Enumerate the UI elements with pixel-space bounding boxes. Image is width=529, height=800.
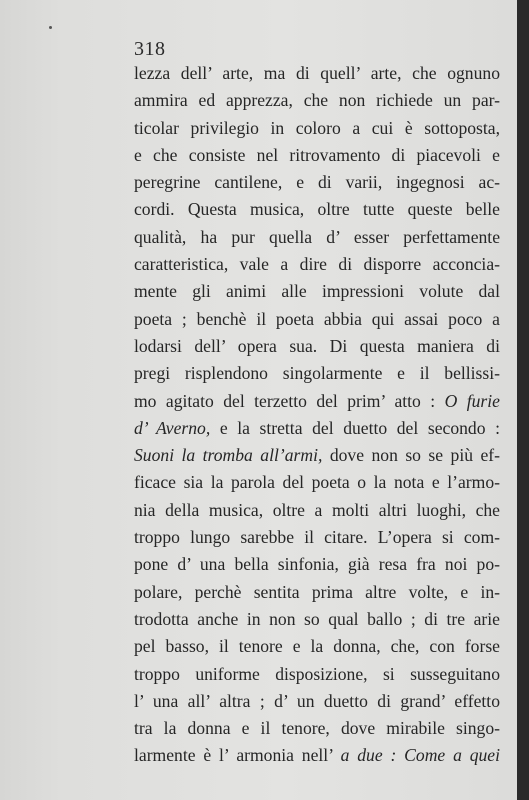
- text-run: lezza dell’ arte, ma di quell’ arte, che ognuno: [134, 63, 500, 83]
- text-line: [134, 142, 500, 169]
- text-run: mente gli animi alle impressioni volute dal: [134, 281, 500, 302]
- text-line: [134, 251, 500, 278]
- text-run: trodotta anche in non so qual ballo ; di tre arie: [134, 608, 500, 629]
- text-run: l’ una all’ altra ; d’ un duetto di grand’ effetto: [134, 690, 500, 711]
- text-line: [134, 278, 500, 305]
- text-line: [134, 169, 500, 196]
- text-run: ficace sia la parola del poeta o la nota e l’armo-: [134, 472, 500, 493]
- text-line: [134, 224, 500, 251]
- text-run: ticolar privilegio in coloro a cui è sottoposta,: [134, 117, 500, 138]
- text-line: [134, 60, 500, 87]
- text-line: [134, 688, 500, 715]
- text-run: mo agitato del terzetto del prim’ atto :: [134, 390, 445, 411]
- text-line: [134, 415, 500, 442]
- text-run: nia della musica, oltre a molti altri luoghi, che: [134, 499, 500, 520]
- body-text: [134, 60, 500, 770]
- text-line: [134, 633, 500, 660]
- text-line: [134, 551, 500, 578]
- text-run: e che consiste nel ritrovamento di piacevoli e: [134, 144, 500, 165]
- text-line: [134, 742, 500, 769]
- text-run: troppo uniforme disposizione, si susseguitano: [134, 663, 500, 684]
- text-line: [134, 579, 500, 606]
- text-run: e la stretta del duetto del secondo :: [210, 417, 500, 438]
- text-line: [134, 115, 500, 142]
- text-run: ammira ed apprezza, che non richiede un par-: [134, 90, 500, 111]
- page-edge-shadow: [517, 0, 529, 800]
- text-line: [134, 661, 500, 688]
- italic-text: a due : Come a quei: [340, 745, 500, 766]
- text-line: [134, 306, 500, 333]
- ink-speck: [49, 26, 52, 29]
- text-line: [134, 442, 500, 469]
- text-run: poeta ; benchè il poeta abbia qui assai poco a: [134, 308, 500, 329]
- text-line: [134, 469, 500, 496]
- text-run: pone d’ una bella sinfonia, già resa fra noi po-: [134, 554, 500, 575]
- text-run: qualità, ha pur quella d’ esser perfettamente: [134, 226, 500, 247]
- text-run: cordi. Questa musica, oltre tutte queste belle: [134, 199, 500, 220]
- italic-text: d’ Averno,: [134, 417, 211, 438]
- text-run: troppo lungo sarebbe il citare. L’opera si com-: [134, 527, 500, 548]
- text-run: peregrine cantilene, e di varii, ingegnosi ac-: [134, 172, 500, 193]
- text-run: dove non so se più ef-: [322, 445, 500, 466]
- text-run: caratteristica, vale a dire di disporre acconcia-: [134, 254, 500, 275]
- text-line: [134, 497, 500, 524]
- italic-text: Suoni la tromba all’armi,: [134, 445, 323, 466]
- text-line: [134, 606, 500, 633]
- italic-text: O furie: [444, 390, 500, 411]
- text-line: [134, 333, 500, 360]
- text-line: [134, 524, 500, 551]
- text-line: [134, 196, 500, 223]
- text-line: [134, 715, 500, 742]
- page-number: 318: [134, 38, 166, 60]
- text-run: lodarsi dell’ opera sua. Di questa maniera di: [134, 335, 500, 356]
- text-line: [134, 87, 500, 114]
- text-run: pel basso, il tenore e la donna, che, con forse: [134, 636, 500, 657]
- text-run: tra la donna e il tenore, dove mirabile singo-: [134, 718, 500, 739]
- text-line: [134, 388, 500, 415]
- text-line: [134, 360, 500, 387]
- text-run: larmente è l’ armonia nell’: [134, 745, 341, 766]
- text-run: polare, perchè sentita prima altre volte, e in-: [134, 581, 500, 602]
- text-run: pregi risplendono singolarmente e il bellissi-: [134, 363, 500, 384]
